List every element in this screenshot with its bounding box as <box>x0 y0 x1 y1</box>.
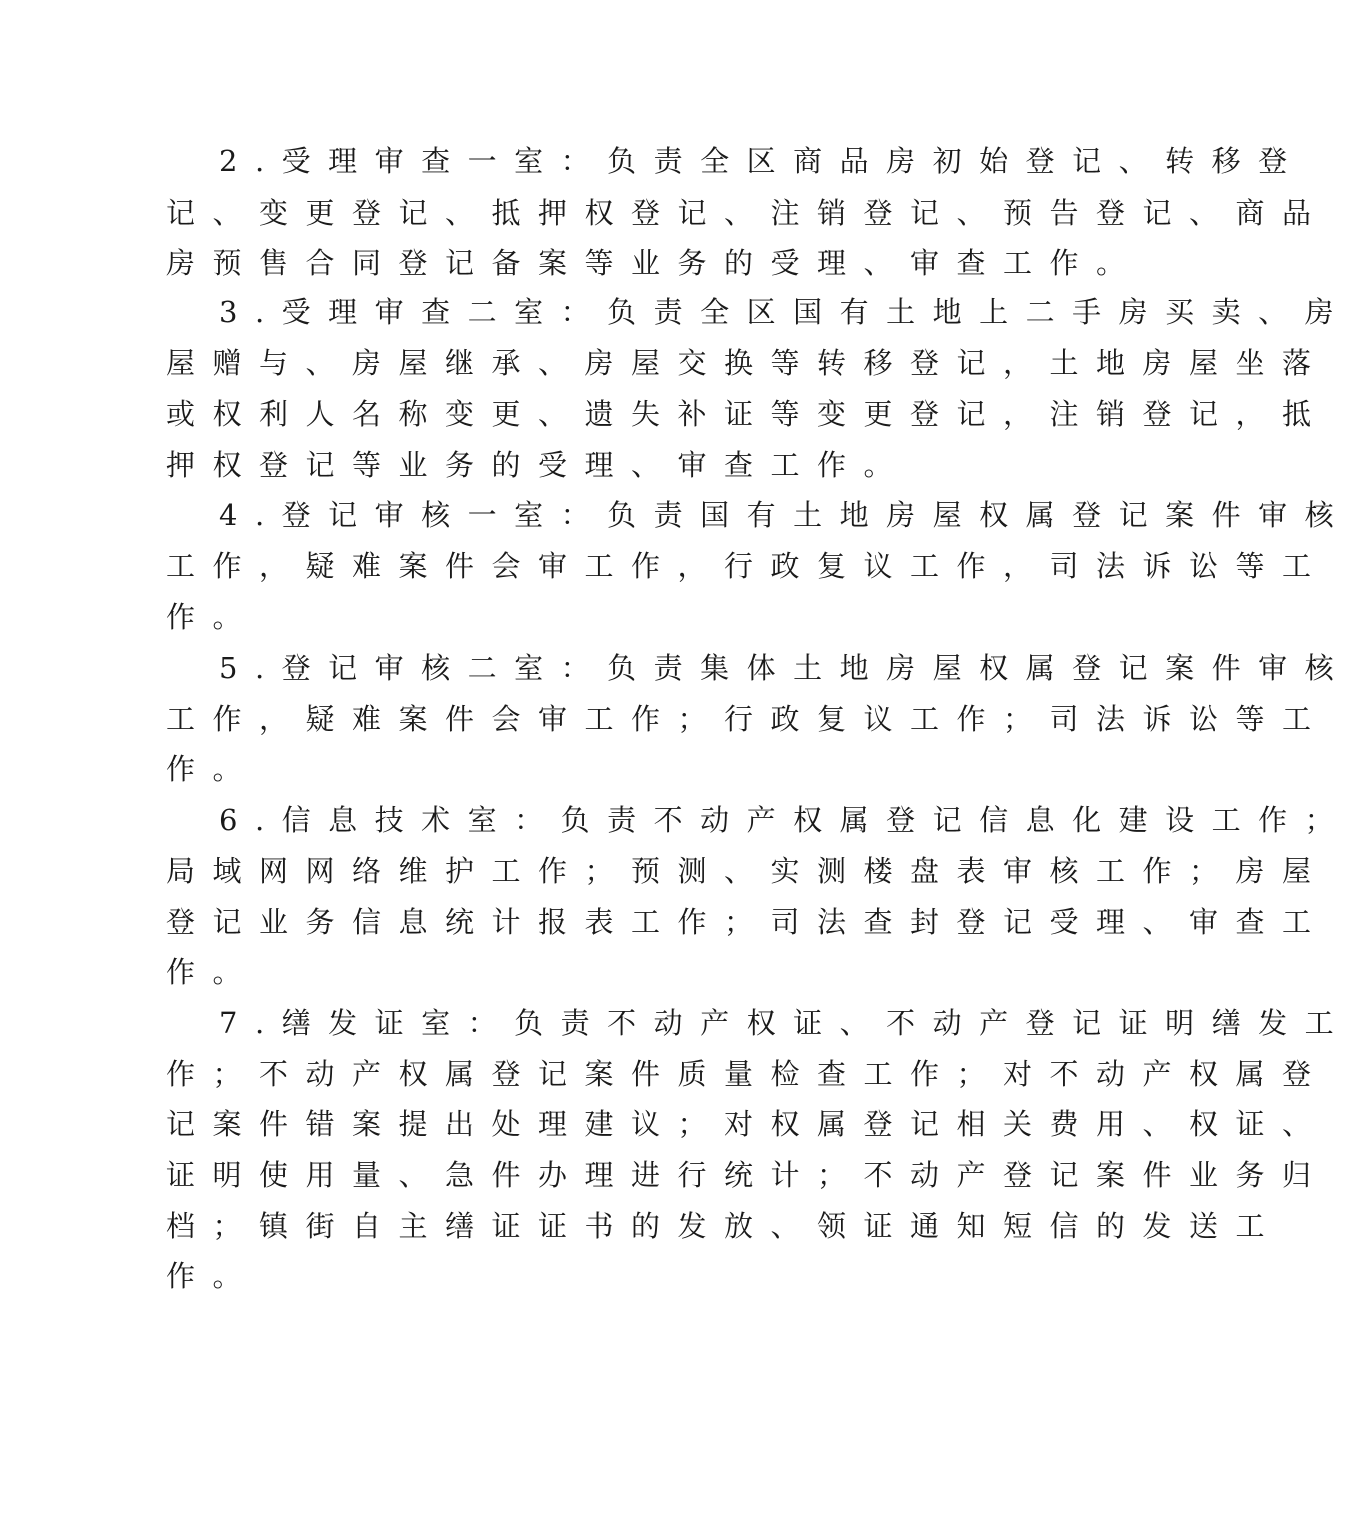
paragraph-line: 4.登记审核一室：负责国有土地房屋权属登记案件审核 <box>219 498 1351 532</box>
paragraph-line: 押权登记等业务的受理、审查工作。 <box>166 448 911 482</box>
paragraph-line: 7.缮发证室：负责不动产权证、不动产登记证明缮发工 <box>219 1006 1351 1040</box>
paragraph-line: 房预售合同登记备案等业务的受理、审查工作。 <box>166 246 1143 280</box>
paragraph-line: 作；不动产权属登记案件质量检查工作；对不动产权属登 <box>166 1057 1329 1091</box>
paragraph-line: 屋赠与、房屋继承、房屋交换等转移登记，土地房屋坐落 <box>166 346 1329 380</box>
paragraph-line: 作。 <box>166 752 260 786</box>
paragraph-line: 或权利人名称变更、遗失补证等变更登记，注销登记，抵 <box>166 397 1329 431</box>
paragraph-line: 作。 <box>166 955 260 989</box>
paragraph-line: 3.受理审查二室：负责全区国有土地上二手房买卖、房 <box>219 295 1351 329</box>
paragraph-line: 记、变更登记、抵押权登记、注销登记、预告登记、商品 <box>166 196 1329 230</box>
paragraph-line: 6.信息技术室：负责不动产权属登记信息化建设工作； <box>219 803 1351 837</box>
paragraph-line: 工作，疑难案件会审工作，行政复议工作，司法诉讼等工 <box>166 549 1329 583</box>
paragraph-line: 档；镇街自主缮证证书的发放、领证通知短信的发送工 <box>166 1209 1283 1243</box>
paragraph-line: 2.受理审查一室：负责全区商品房初始登记、转移登 <box>219 144 1305 178</box>
paragraph-line: 证明使用量、急件办理进行统计；不动产登记案件业务归 <box>166 1158 1329 1192</box>
paragraph-line: 登记业务信息统计报表工作；司法查封登记受理、审查工 <box>166 905 1329 939</box>
paragraph-line: 局域网网络维护工作；预测、实测楼盘表审核工作；房屋 <box>166 854 1329 888</box>
paragraph-line: 作。 <box>166 1259 260 1293</box>
paragraph-line: 工作，疑难案件会审工作；行政复议工作；司法诉讼等工 <box>166 702 1329 736</box>
paragraph-line: 记案件错案提出处理建议；对权属登记相关费用、权证、 <box>166 1107 1329 1141</box>
paragraph-line: 5.登记审核二室：负责集体土地房屋权属登记案件审核 <box>219 651 1351 685</box>
paragraph-line: 作。 <box>166 600 260 634</box>
